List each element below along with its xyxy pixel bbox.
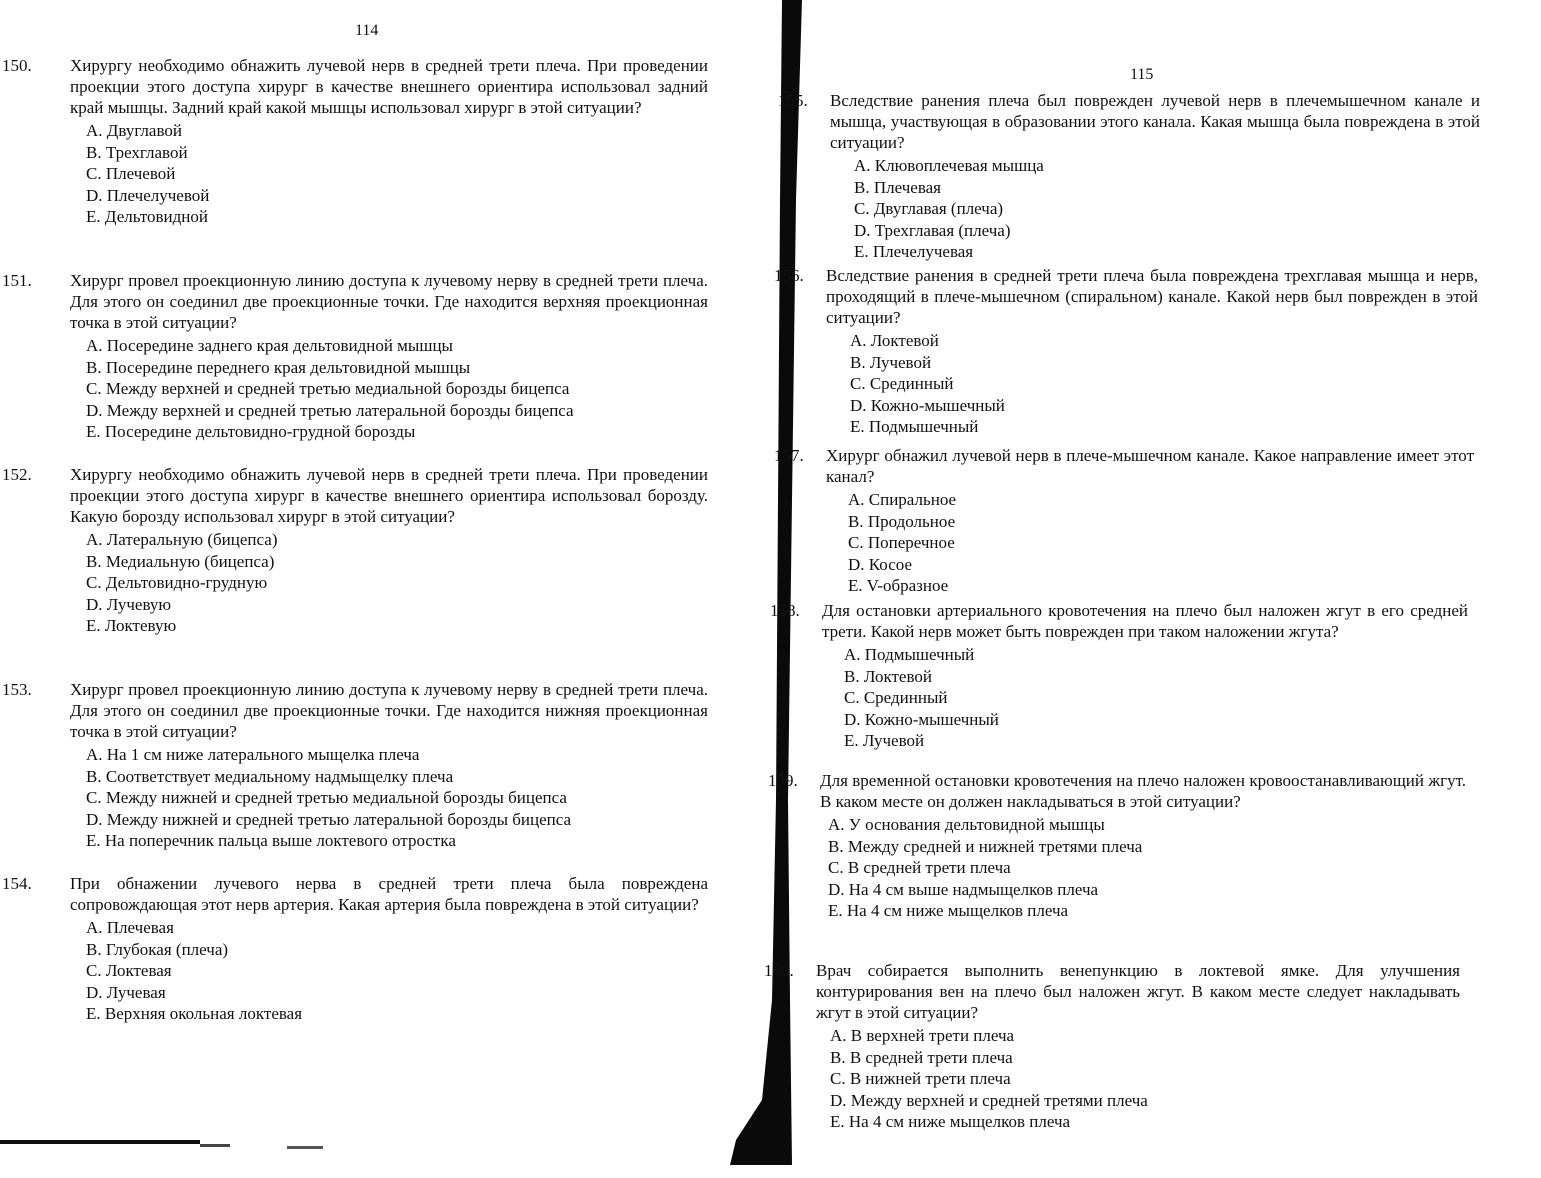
option-b: B. Посередине переднего края дельтовидной мышцы [86, 357, 471, 377]
question-156 [774, 265, 1478, 438]
option-d: D. Лучевая [86, 982, 166, 1002]
option-c: C. Двуглавая (плеча) [854, 199, 1004, 218]
option-d: D. Трехглавая (плеча) [854, 220, 1011, 240]
option-e: E. Плечелучевая [854, 242, 974, 261]
option-e: E. Дельтовидной [86, 207, 208, 226]
option-b: B. Локтевой [844, 666, 932, 686]
option-d: D. Между верхней и средней третями плеча [830, 1090, 1148, 1110]
question-number: 158. [770, 601, 800, 620]
option-b: B. Лучевой [850, 352, 932, 372]
question-number: 151. [2, 271, 32, 290]
option-a: A. Подмышечный [844, 645, 975, 664]
option-b: B. Между средней и нижней третями плеча [828, 836, 1143, 856]
option-c: C. В нижней трети плеча [830, 1069, 1011, 1088]
option-a: A. Латеральную (бицепса) [86, 530, 278, 549]
option-b: B. Плечевая [854, 177, 941, 197]
option-b: B. Медиальную (бицепса) [86, 551, 275, 571]
option-c: C. Дельтовидно-грудную [86, 573, 268, 592]
option-b: B. В средней трети плеча [830, 1047, 1013, 1067]
option-a: A. Двуглавой [86, 121, 182, 140]
option-e: E. Лучевой [844, 731, 925, 750]
option-a: A. Посередине заднего края дельтовидной мышцы [86, 336, 453, 355]
option-b: B. Соответствует медиальному надмыщелку плеча [86, 766, 454, 786]
bottom-rule [0, 1140, 200, 1144]
option-c: C. Между верхней и средней третью медиальной борозды бицепса [86, 379, 570, 398]
options-list [800, 489, 1474, 597]
option-d: D. Кожно-мышечный [844, 709, 999, 729]
left-page [0, 0, 760, 1178]
question-text: Для временной остановки кровотечения на плечо наложен кровоостанавливающий жгут. В каком месте он должен накладываться в этой ситуации? [820, 771, 1466, 811]
option-e: E. V-образное [848, 576, 949, 595]
option-d: D. Лучевую [86, 594, 172, 614]
bottom-rule [200, 1144, 230, 1147]
question-text: Вследствие ранения плеча был поврежден лучевой нерв в плечемышечном канале и мышца, участвующая в образовании этого канала. Какая мышца была повреждена в этой ситуации? [830, 91, 1480, 152]
question-number: 156. [774, 266, 804, 285]
option-c: C. Срединный [850, 374, 954, 393]
option-c: C. Срединный [844, 688, 948, 707]
option-e: E. Подмышечный [850, 417, 979, 436]
option-d: D. На 4 см выше надмыщелков плеча [828, 879, 1099, 899]
question-number: 153. [2, 680, 32, 699]
option-d: D. Косое [848, 554, 912, 574]
options-list [796, 644, 1468, 752]
option-e: E. На 4 см ниже мыщелков плеча [828, 901, 1069, 920]
question-158 [770, 600, 1468, 752]
options-list [36, 120, 708, 228]
option-d: D. Кожно-мышечный [850, 395, 1005, 415]
question-number: 152. [2, 465, 32, 484]
question-155 [778, 90, 1480, 263]
question-154 [2, 873, 708, 1025]
question-160 [764, 960, 1460, 1133]
question-text: Для остановки артериального кровотечения на плечо был наложен жгут в его средней трети. Какой нерв может быть поврежден при таком наложении жгута? [822, 601, 1468, 641]
option-d: D. Между нижней и средней третью латеральной борозды бицепса [86, 809, 572, 829]
options-list [790, 1025, 1460, 1133]
question-151 [2, 270, 708, 443]
question-text: Врач собирается выполнить венепункцию в локтевой ямке. Для улучшения контурирования вен на плечо был наложен жгут. В каком месте следует накладывать жгут в этой ситуации? [816, 961, 1460, 1022]
option-c: C. Поперечное [848, 533, 955, 552]
question-text: Хирург обнажил лучевой нерв в плече-мышечном канале. Какое направление имеет этот канал? [826, 446, 1474, 486]
question-number: 160. [764, 961, 794, 980]
right-page [764, 0, 1541, 1178]
option-d: D. Между верхней и средней третью латеральной борозды бицепса [86, 400, 574, 420]
options-list [804, 155, 1480, 263]
options-list [36, 744, 708, 852]
option-b: B. Трехглавой [86, 142, 188, 162]
options-list [36, 917, 708, 1025]
question-text: Хирургу необходимо обнажить лучевой нерв в средней трети плеча. При проведении проекции этого доступа хирург в качестве внешнего ориентира использовал задний край мышцы. Задний край какой мышцы использовал хирург в этой ситуации? [70, 56, 708, 117]
option-a: A. Спиральное [848, 490, 957, 509]
option-e: E. Посередине дельтовидно-грудной борозды [86, 422, 416, 441]
options-list [800, 330, 1478, 438]
option-a: A. Плечевая [86, 918, 174, 937]
options-list [36, 529, 708, 637]
question-150 [2, 55, 708, 228]
option-e: E. На поперечник пальца выше локтевого отростка [86, 831, 456, 850]
option-a: A. На 1 см ниже латерального мыщелка плеча [86, 745, 420, 764]
question-152 [2, 464, 708, 637]
option-c: C. Локтевая [86, 961, 172, 980]
option-a: A. Клювоплечевая мышца [854, 156, 1044, 175]
option-d: D. Плечелучевой [86, 185, 210, 205]
option-c: C. Между нижней и средней третью медиальной борозды бицепса [86, 788, 567, 807]
option-c: C. В средней трети плеча [828, 858, 1011, 877]
question-text: Вследствие ранения в средней трети плеча была повреждена трехглавая мышца и нерв, проходящий в плече-мышечном (спиральном) канале. Какой нерв был поврежден в этой ситуации? [826, 266, 1478, 327]
option-e: E. На 4 см ниже мыщелков плеча [830, 1112, 1071, 1131]
question-number: 157. [774, 446, 804, 465]
option-c: C. Плечевой [86, 164, 176, 183]
question-number: 154. [2, 874, 32, 893]
option-a: A. Локтевой [850, 331, 939, 350]
option-e: E. Верхняя окольная локтевая [86, 1004, 303, 1023]
question-text: Хирург провел проекционную линию доступа к лучевому нерву в средней трети плеча. Для этого он соединил две проекционные точки. Где находится нижняя проекционная точка в этой ситуации? [70, 680, 708, 741]
option-b: B. Глубокая (плеча) [86, 939, 229, 959]
bottom-rule [287, 1146, 323, 1149]
options-list [36, 335, 708, 443]
option-a: A. У основания дельтовидной мышцы [828, 815, 1105, 834]
question-number: 155. [778, 91, 808, 110]
question-text: Хирург провел проекционную линию доступа к лучевому нерву в средней трети плеча. Для этого он соединил две проекционные точки. Где находится верхняя проекционная точка в этой ситуации? [70, 271, 708, 332]
option-e: E. Локтевую [86, 616, 177, 635]
options-list [794, 814, 1466, 922]
question-number: 159. [768, 771, 798, 790]
page-number: 115 [1130, 66, 1154, 83]
question-157 [774, 445, 1474, 597]
question-text: При обнажении лучевого нерва в средней трети плеча была повреждена сопровождающая этот нерв артерия. Какая артерия была повреждена в этой ситуации? [70, 874, 708, 914]
question-153 [2, 679, 708, 852]
option-a: A. В верхней трети плеча [830, 1026, 1015, 1045]
question-159 [768, 770, 1466, 922]
page-number: 114 [355, 22, 379, 39]
question-number: 150. [2, 56, 32, 75]
option-b: B. Продольное [848, 511, 956, 531]
question-text: Хирургу необходимо обнажить лучевой нерв в средней трети плеча. При проведении проекции этого доступа хирург в качестве внешнего ориентира использовал борозду. Какую борозду использовал хирург в этой ситуации? [70, 465, 708, 526]
